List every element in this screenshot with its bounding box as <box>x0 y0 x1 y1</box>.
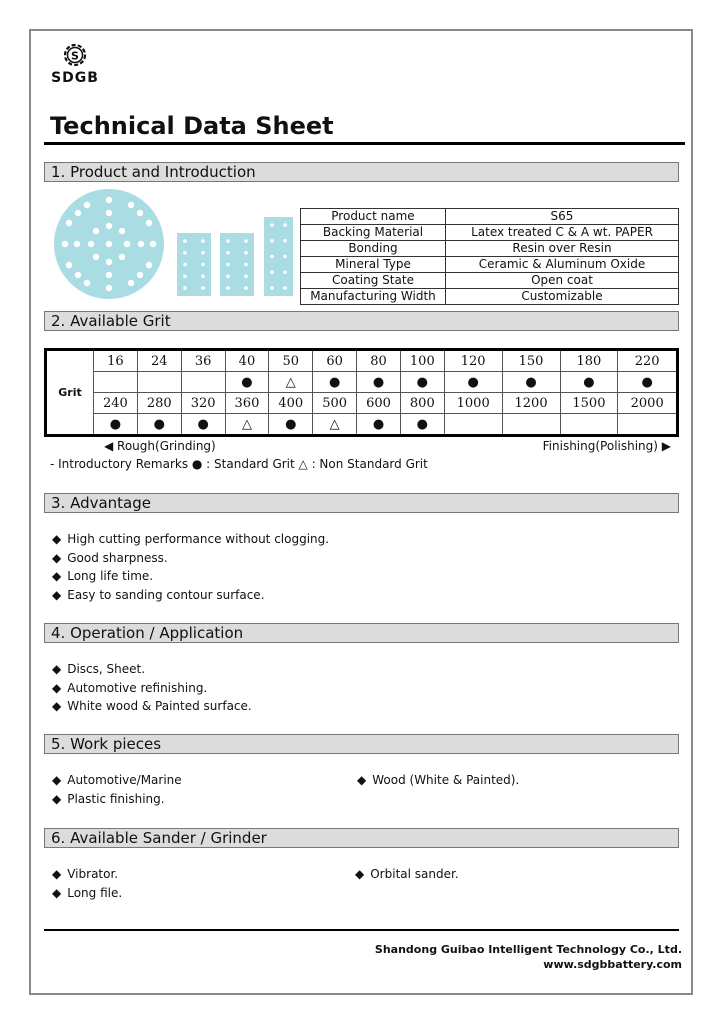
list-item <box>52 697 252 716</box>
sheet-hole <box>226 251 230 255</box>
grit-size-cell: 220 <box>618 350 678 372</box>
diamond-bullet-icon: ◆ <box>52 791 62 806</box>
grit-size-cell: 400 <box>269 393 313 414</box>
disc-hole <box>93 228 99 234</box>
list-item <box>357 771 519 790</box>
product-info-row <box>301 289 679 305</box>
grit-size-cell: 320 <box>181 393 225 414</box>
grit-availability-cell <box>94 372 138 393</box>
grit-size-cell: 36 <box>181 350 225 372</box>
grit-size-cell: 24 <box>137 350 181 372</box>
sander-list-left <box>52 865 122 902</box>
sheet-hole <box>270 239 274 243</box>
grit-availability-cell: ● <box>313 372 357 393</box>
svg-text:S: S <box>71 49 79 63</box>
grit-size-cell: 50 <box>269 350 313 372</box>
grit-table-row <box>46 393 678 414</box>
diamond-bullet-icon: ◆ <box>52 773 62 787</box>
disc-hole <box>84 280 90 286</box>
sheet-hole <box>270 255 274 259</box>
list-item-text: Automotive/Marine <box>67 773 182 787</box>
product-info-key: Manufacturing Width <box>301 289 446 305</box>
grit-availability-cell: ● <box>400 414 444 436</box>
product-info-key: Mineral Type <box>301 257 446 273</box>
diamond-bullet-icon: ◆ <box>52 885 62 900</box>
product-info-row <box>301 225 679 241</box>
sheet-hole <box>244 239 248 243</box>
section-header-sander: 6. Available Sander / Grinder <box>44 828 679 848</box>
sanding-sheet <box>177 233 211 296</box>
sheet-hole <box>226 274 230 278</box>
grit-size-cell: 500 <box>313 393 357 414</box>
sheet-hole <box>201 274 205 278</box>
sheet-hole <box>270 270 274 274</box>
grit-size-cell: 1500 <box>560 393 618 414</box>
grit-size-cell: 100 <box>400 350 444 372</box>
disc-hole <box>138 241 144 247</box>
list-item-text: Easy to sanding contour surface. <box>67 587 265 602</box>
sheet-hole <box>201 286 205 290</box>
disc-hole <box>88 241 94 247</box>
grit-availability-cell: ● <box>444 372 502 393</box>
section-header-product: 1. Product and Introduction <box>44 162 679 182</box>
section-header-operation: 4. Operation / Application <box>44 623 679 643</box>
product-info-row <box>301 209 679 225</box>
diamond-bullet-icon: ◆ <box>52 699 62 713</box>
grit-table-row <box>46 350 678 372</box>
diamond-bullet-icon: ◆ <box>52 680 62 695</box>
footer-rule <box>44 929 679 931</box>
disc-hole <box>106 210 112 216</box>
product-info-value: Customizable <box>446 289 679 305</box>
diamond-bullet-icon: ◆ <box>355 867 365 881</box>
sanding-sheet <box>264 217 293 296</box>
section-header-advantage: 3. Advantage <box>44 493 679 513</box>
list-item <box>52 567 329 586</box>
grit-availability-cell <box>444 414 502 436</box>
disc-hole <box>119 254 125 260</box>
disc-hole <box>106 223 112 229</box>
grit-size-cell: 16 <box>94 350 138 372</box>
product-info-value: S65 <box>446 209 679 225</box>
grit-size-cell: 600 <box>357 393 401 414</box>
grit-availability-cell <box>137 372 181 393</box>
product-info-key: Coating State <box>301 273 446 289</box>
grit-availability-cell: △ <box>313 414 357 436</box>
disc-hole <box>75 210 81 216</box>
sheet-hole <box>183 251 187 255</box>
list-item-text: Wood (White & Painted). <box>372 773 520 787</box>
disc-hole <box>106 285 112 291</box>
grit-label: Grit <box>46 350 94 436</box>
product-images <box>52 188 297 308</box>
grit-size-cell: 1000 <box>444 393 502 414</box>
list-item-text: Long file. <box>67 885 123 900</box>
footer-website: www.sdgbbattery.com <box>543 958 682 971</box>
list-item <box>52 771 182 790</box>
sheet-hole <box>270 286 274 290</box>
grit-availability-cell: ● <box>618 372 678 393</box>
sheet-hole <box>244 263 248 267</box>
disc-hole <box>137 210 143 216</box>
workpieces-list-left <box>52 771 182 808</box>
diamond-bullet-icon: ◆ <box>357 773 367 787</box>
grit-size-cell: 360 <box>225 393 269 414</box>
logo <box>50 42 100 86</box>
diamond-bullet-icon: ◆ <box>52 662 62 676</box>
logo-text: SDGB <box>51 70 99 86</box>
sheet-hole <box>244 251 248 255</box>
list-item-text: Long life time. <box>67 569 154 583</box>
sheet-hole <box>283 255 287 259</box>
grit-availability-cell: ● <box>94 414 138 436</box>
sheet-hole <box>183 274 187 278</box>
disc-hole <box>124 241 130 247</box>
sheet-hole <box>283 223 287 227</box>
footer <box>375 942 682 972</box>
diamond-bullet-icon: ◆ <box>52 867 62 881</box>
disc-hole <box>106 197 112 203</box>
product-info-table <box>300 208 679 305</box>
sheet-hole <box>244 274 248 278</box>
list-item <box>52 790 182 809</box>
diamond-bullet-icon: ◆ <box>52 550 62 565</box>
disc-hole <box>137 272 143 278</box>
grit-size-cell: 120 <box>444 350 502 372</box>
sheet-hole <box>201 251 205 255</box>
disc-hole <box>119 228 125 234</box>
grit-size-cell: 60 <box>313 350 357 372</box>
sheet-hole <box>283 239 287 243</box>
grit-table <box>44 348 679 437</box>
product-info-row <box>301 257 679 273</box>
product-info-key: Bonding <box>301 241 446 257</box>
disc-hole <box>106 241 112 247</box>
disc-hole <box>128 202 134 208</box>
product-info-value: Ceramic & Aluminum Oxide <box>446 257 679 273</box>
sander-list-right <box>355 865 459 884</box>
sheet-hole <box>283 286 287 290</box>
list-item <box>52 865 122 884</box>
list-item-text: Discs, Sheet. <box>67 662 146 676</box>
grit-availability-cell <box>560 414 618 436</box>
sheet-hole <box>244 286 248 290</box>
grit-size-cell: 150 <box>502 350 560 372</box>
product-info-value: Latex treated C & A wt. PAPER <box>446 225 679 241</box>
disc-hole <box>62 241 68 247</box>
list-item <box>52 530 329 549</box>
product-info-key: Product name <box>301 209 446 225</box>
sanding-sheet <box>220 233 254 296</box>
grit-availability-cell: ● <box>357 372 401 393</box>
disc-hole <box>66 262 72 268</box>
grit-size-cell: 800 <box>400 393 444 414</box>
grit-table-row <box>46 414 678 436</box>
grit-availability-cell: △ <box>225 414 269 436</box>
diamond-bullet-icon: ◆ <box>52 532 62 546</box>
grit-availability-cell: ● <box>502 372 560 393</box>
grit-availability-cell: ● <box>357 414 401 436</box>
disc-hole <box>146 220 152 226</box>
grit-size-cell: 40 <box>225 350 269 372</box>
disc-hole <box>150 241 156 247</box>
disc-hole <box>66 220 72 226</box>
sheet-hole <box>226 263 230 267</box>
grit-availability-cell: △ <box>269 372 313 393</box>
sheet-hole <box>201 239 205 243</box>
section-header-grit: 2. Available Grit <box>44 311 679 331</box>
disc-hole <box>106 272 112 278</box>
list-item <box>52 884 122 903</box>
page-title: Technical Data Sheet <box>50 112 334 140</box>
workpieces-list-right <box>357 771 519 790</box>
list-item <box>52 679 252 698</box>
grit-size-cell: 80 <box>357 350 401 372</box>
grit-size-cell: 240 <box>94 393 138 414</box>
disc-hole <box>146 262 152 268</box>
grit-availability-cell <box>502 414 560 436</box>
disc-hole <box>128 280 134 286</box>
list-item-text: Plastic finishing. <box>67 791 165 806</box>
sheet-hole <box>183 239 187 243</box>
operation-list <box>52 660 252 716</box>
section-header-workpieces: 5. Work pieces <box>44 734 679 754</box>
list-item-text: Vibrator. <box>67 867 119 881</box>
list-item <box>52 549 329 568</box>
list-item-text: High cutting performance without clogging. <box>67 532 330 546</box>
grit-size-cell: 2000 <box>618 393 678 414</box>
diamond-bullet-icon: ◆ <box>52 569 62 583</box>
grit-size-cell: 1200 <box>502 393 560 414</box>
sheet-hole <box>226 286 230 290</box>
scale-finishing-label: Finishing(Polishing) ▶ <box>542 439 671 453</box>
product-info-value: Resin over Resin <box>446 241 679 257</box>
product-info-row <box>301 273 679 289</box>
title-rule <box>44 142 685 145</box>
scale-rough-label: ◀ Rough(Grinding) <box>104 439 216 453</box>
grit-availability-cell: ● <box>400 372 444 393</box>
grit-table-row <box>46 372 678 393</box>
grit-size-cell: 180 <box>560 350 618 372</box>
sheet-hole <box>183 286 187 290</box>
grit-availability-cell <box>181 372 225 393</box>
grit-remarks: - Introductory Remarks ● : Standard Grit △ : Non Standard Grit <box>50 457 428 471</box>
list-item-text: White wood & Painted surface. <box>67 699 252 713</box>
advantage-list <box>52 530 329 604</box>
disc-hole <box>75 272 81 278</box>
list-item-text: Orbital sander. <box>370 867 459 881</box>
list-item <box>52 660 252 679</box>
sheet-hole <box>183 263 187 267</box>
product-info-value: Open coat <box>446 273 679 289</box>
grit-availability-cell: ● <box>225 372 269 393</box>
grit-availability-cell: ● <box>560 372 618 393</box>
list-item <box>52 586 329 605</box>
list-item <box>355 865 459 884</box>
list-item-text: Good sharpness. <box>67 550 168 565</box>
grit-size-cell: 280 <box>137 393 181 414</box>
disc-hole <box>74 241 80 247</box>
grit-availability-cell: ● <box>181 414 225 436</box>
disc-hole <box>106 259 112 265</box>
diamond-bullet-icon: ◆ <box>52 587 62 602</box>
sheet-hole <box>226 239 230 243</box>
grit-availability-cell <box>618 414 678 436</box>
product-info-key: Backing Material <box>301 225 446 241</box>
gear-logo-icon <box>62 42 88 68</box>
disc-hole <box>93 254 99 260</box>
disc-hole <box>84 202 90 208</box>
sheet-hole <box>270 223 274 227</box>
list-item-text: Automotive refinishing. <box>67 680 208 695</box>
sheet-hole <box>283 270 287 274</box>
grit-availability-cell: ● <box>137 414 181 436</box>
footer-company: Shandong Guibao Intelligent Technology Co., Ltd. <box>374 943 682 956</box>
product-info-row <box>301 241 679 257</box>
sheet-hole <box>201 263 205 267</box>
grit-availability-cell: ● <box>269 414 313 436</box>
